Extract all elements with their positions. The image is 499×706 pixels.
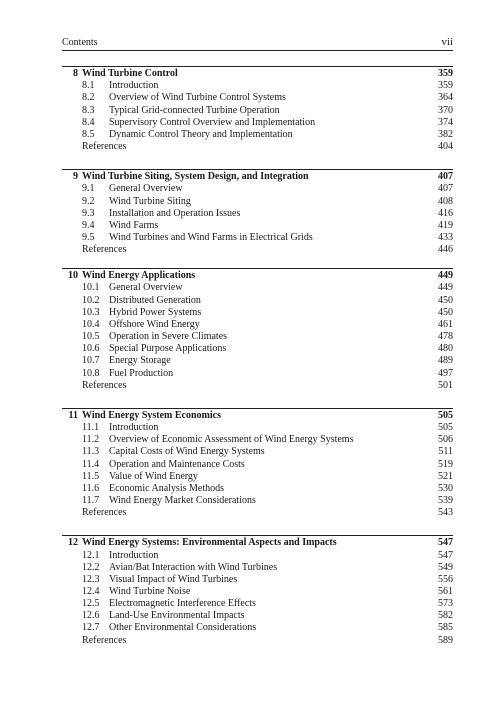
references-entry[interactable] [62,635,453,647]
section-entry[interactable] [62,471,453,483]
section-page: 408 [438,195,453,207]
chapter-title: Wind Energy Applications [82,270,196,282]
section-title: General Overview [109,282,183,294]
section-page: 497 [438,367,453,379]
references-entry[interactable] [62,507,453,519]
section-number: 10.3 [82,306,100,318]
section-entry[interactable] [62,92,453,104]
section-number: 11.6 [82,482,100,494]
section-title: Fuel Production [109,367,174,379]
chapter-title: Wind Turbine Control [82,68,178,79]
chapter-block [62,169,453,256]
section-entry[interactable] [62,196,453,208]
section-page: 374 [438,116,453,128]
chapter-block [62,268,453,392]
section-entry[interactable] [62,220,453,232]
section-entry[interactable] [62,446,453,458]
section-number: 12.1 [82,549,100,561]
section-entry[interactable] [62,295,453,307]
section-title: Capital Costs of Wind Energy Systems [109,446,265,458]
section-entry[interactable] [62,307,453,319]
section-page: 519 [438,458,453,470]
section-page: 573 [438,598,453,610]
section-entry[interactable] [62,368,453,380]
chapter-number: 9 [73,171,78,183]
section-entry[interactable] [62,343,453,355]
section-page: 505 [438,422,453,434]
section-page: 382 [438,128,453,140]
section-page: 416 [438,207,453,219]
section-number: 12.7 [82,622,100,634]
section-entry[interactable] [62,208,453,220]
section-number: 9.3 [82,207,95,219]
section-number: 8.4 [82,116,95,128]
section-page: 511 [438,446,453,458]
section-entry[interactable] [62,562,453,574]
chapter-number: 10 [68,270,78,282]
section-entry[interactable] [62,129,453,141]
section-number: 8.1 [82,80,95,92]
section-title: Hybrid Power Systems [109,306,202,318]
section-entry[interactable] [62,331,453,343]
section-number: 8.3 [82,104,95,116]
section-number: 11.2 [82,434,100,446]
section-page: 549 [438,561,453,573]
table-of-contents [62,66,453,663]
section-page: 407 [438,183,453,195]
references-page: 543 [438,507,453,519]
chapter-block [62,408,453,519]
section-page: 582 [438,610,453,622]
section-page: 556 [438,573,453,585]
section-entry[interactable] [62,550,453,562]
section-title: Introduction [109,549,159,561]
section-title: Operation and Maintenance Costs [109,458,245,470]
section-entry[interactable] [62,355,453,367]
section-entry[interactable] [62,574,453,586]
section-number: 8.5 [82,128,95,140]
chapter-heading[interactable] [62,66,453,80]
section-number: 12.6 [82,610,100,622]
section-page: 585 [438,622,453,634]
section-title: Dynamic Control Theory and Implementation [109,128,293,140]
section-number: 10.8 [82,367,100,379]
section-number: 11.4 [82,458,100,470]
section-page: 561 [438,586,453,598]
section-entry[interactable] [62,622,453,634]
section-number: 9.1 [82,183,95,195]
section-page: 478 [438,331,453,343]
chapter-number: 8 [73,68,78,79]
references-label: References [82,379,127,391]
references-label: References [82,244,127,256]
running-header [62,36,453,51]
section-page: 506 [438,434,453,446]
section-entry[interactable] [62,422,453,434]
section-title: General Overview [109,183,183,195]
section-page: 433 [438,231,453,243]
section-number: 10.5 [82,331,100,343]
chapter-page: 505 [438,409,453,421]
section-entry[interactable] [62,183,453,195]
section-entry[interactable] [62,80,453,92]
references-label: References [82,140,127,152]
section-number: 11.3 [82,446,100,458]
chapter-number: 11 [68,409,78,421]
chapter-title: Wind Energy Systems: Environmental Aspects and Impacts [82,537,337,549]
section-title: Value of Wind Energy [109,470,198,482]
references-page: 446 [438,244,453,256]
chapter-heading[interactable] [62,268,453,282]
section-number: 9.4 [82,219,95,231]
header-title: Contents [62,37,98,48]
section-number: 11.7 [82,495,100,507]
section-title: Wind Turbines and Wind Farms in Electrical Grids [109,231,313,243]
section-title: Supervisory Control Overview and Implementation [109,116,316,128]
section-number: 11.1 [82,422,100,434]
section-entry[interactable] [62,434,453,446]
section-entry[interactable] [62,495,453,507]
section-title: Offshore Wind Energy [109,318,200,330]
references-label: References [82,634,127,646]
section-number: 12.5 [82,598,100,610]
section-page: 419 [438,219,453,231]
section-title: Wind Turbine Noise [109,586,191,598]
section-page: 450 [438,294,453,306]
section-entry[interactable] [62,610,453,622]
references-entry[interactable] [62,141,453,153]
section-number: 10.6 [82,343,100,355]
section-entry[interactable] [62,232,453,244]
section-page: 521 [438,470,453,482]
section-page: 450 [438,306,453,318]
section-page: 489 [438,355,453,367]
section-title: Wind Energy Market Considerations [109,495,256,507]
section-entry[interactable] [62,117,453,129]
chapter-page: 359 [438,68,453,79]
section-number: 11.5 [82,470,100,482]
section-page: 539 [438,495,453,507]
section-title: Land-Use Environmental Impacts [109,610,245,622]
section-title: Introduction [109,422,159,434]
section-title: Installation and Operation Issues [109,207,241,219]
section-number: 12.4 [82,586,100,598]
section-title: Typical Grid-connected Turbine Operation [109,104,280,116]
chapter-page: 449 [438,270,453,282]
header-page-number: vii [441,36,453,48]
references-page: 589 [438,634,453,646]
chapter-block [62,535,453,646]
section-title: Visual Impact of Wind Turbines [109,573,238,585]
section-number: 9.5 [82,231,95,243]
section-title: Special Purpose Applications [109,343,227,355]
section-number: 12.3 [82,573,100,585]
section-title: Wind Turbine Siting [109,195,191,207]
section-entry[interactable] [62,586,453,598]
section-entry[interactable] [62,319,453,331]
chapter-title: Wind Turbine Siting, System Design, and Integration [82,171,309,183]
section-page: 480 [438,343,453,355]
section-entry[interactable] [62,598,453,610]
section-entry[interactable] [62,483,453,495]
section-page: 461 [438,318,453,330]
section-number: 8.2 [82,92,95,104]
chapter-page: 547 [438,537,453,549]
section-number: 10.4 [82,318,100,330]
section-title: Wind Farms [109,219,159,231]
chapter-heading[interactable] [62,408,453,422]
chapter-heading[interactable] [62,169,453,183]
section-page: 359 [438,80,453,92]
section-entry[interactable] [62,105,453,117]
references-label: References [82,507,127,519]
section-number: 10.1 [82,282,100,294]
section-entry[interactable] [62,282,453,294]
section-page: 370 [438,104,453,116]
section-title: Operation in Severe Climates [109,331,228,343]
section-title: Electromagnetic Interference Effects [109,598,256,610]
chapter-heading[interactable] [62,535,453,549]
section-title: Economic Analysis Methods [109,482,224,494]
section-page: 364 [438,92,453,104]
section-number: 12.2 [82,561,100,573]
section-title: Distributed Generation [109,294,201,306]
section-page: 530 [438,482,453,494]
section-number: 10.7 [82,355,100,367]
section-number: 10.2 [82,294,100,306]
section-entry[interactable] [62,459,453,471]
section-title: Other Environmental Considerations [109,622,257,634]
chapter-title: Wind Energy System Economics [82,409,221,421]
section-page: 547 [438,549,453,561]
section-title: Overview of Economic Assessment of Wind Energy Systems [109,434,354,446]
section-title: Overview of Wind Turbine Control Systems [109,92,286,104]
section-page: 449 [438,282,453,294]
chapter-number: 12 [68,537,78,549]
chapter-block [62,66,453,153]
section-number: 9.2 [82,195,95,207]
section-title: Introduction [109,80,159,92]
references-page: 404 [438,140,453,152]
chapter-page: 407 [438,171,453,183]
references-entry[interactable] [62,380,453,392]
section-title: Avian/Bat Interaction with Wind Turbines [109,561,278,573]
references-page: 501 [438,379,453,391]
section-title: Energy Storage [109,355,171,367]
references-entry[interactable] [62,244,453,256]
